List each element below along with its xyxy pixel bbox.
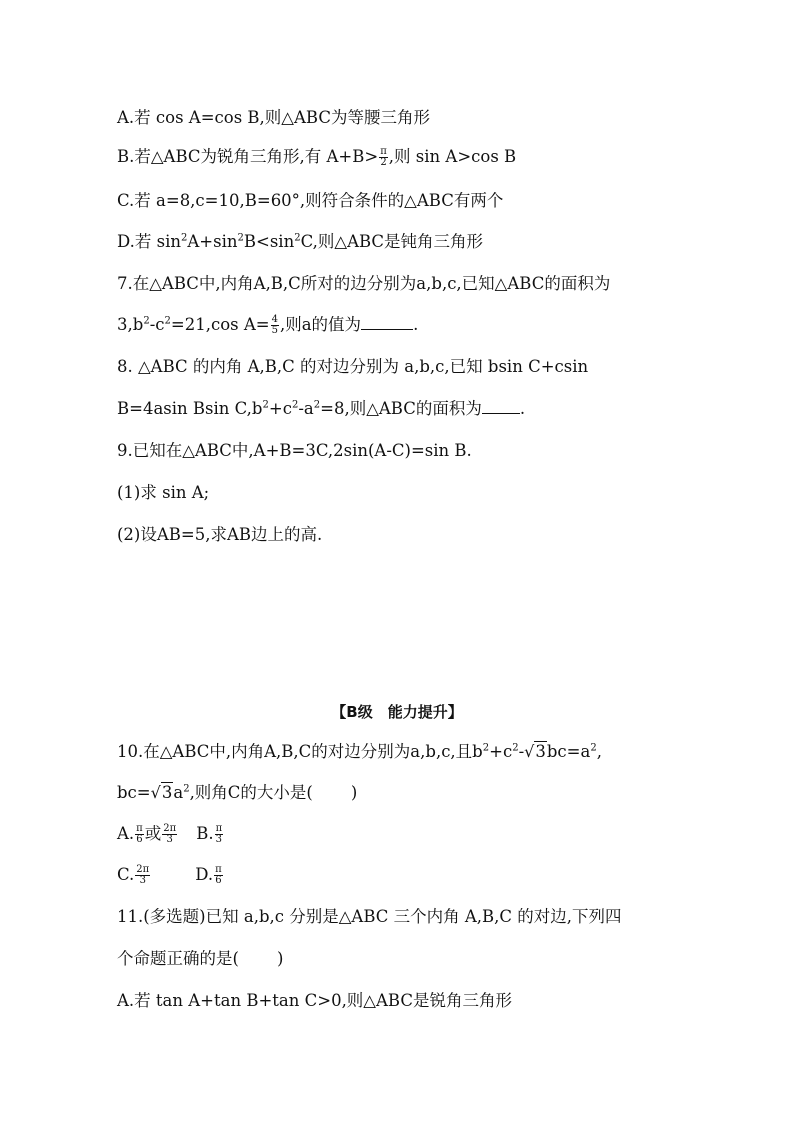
q9-line-1 — [117, 439, 472, 463]
four-fifths-fraction — [271, 315, 279, 336]
pi-over-3-fraction — [215, 824, 224, 845]
q8-text-d: =8,则△ABC的面积为 — [320, 399, 482, 418]
fraction-denominator: 6 — [136, 834, 143, 845]
q8-period: . — [519, 399, 526, 418]
radicand: 3 — [161, 783, 173, 802]
fraction-numerator: π — [380, 146, 387, 157]
q10-text-a: 10.在△ABC中,内角A,B,C的对边分别为a,b,c,且b — [117, 742, 483, 761]
q7-text-c: =21,cos A= — [170, 315, 270, 334]
superscript: 2 — [164, 315, 171, 327]
q6-option-d-text-3: B<sin — [243, 232, 295, 251]
q9-part-2-text: (2)设AB=5,求AB边上的高. — [117, 525, 323, 544]
sqrt-3 — [524, 740, 547, 764]
q10-line-1 — [117, 740, 602, 764]
superscript: 2 — [294, 232, 301, 244]
q6-option-b — [117, 145, 516, 169]
q7-text-d: ,则a的值为 — [279, 315, 362, 334]
q8-line-2 — [117, 397, 525, 421]
answer-blank[interactable] — [361, 313, 413, 330]
q10-text-c: - — [518, 742, 525, 761]
answer-blank[interactable] — [482, 397, 520, 414]
fraction-denominator: 3 — [166, 834, 173, 845]
q10-options-ab — [117, 822, 224, 846]
pi-over-2-fraction — [379, 147, 388, 168]
q10-text-d: bc=a — [546, 742, 591, 761]
radical-icon: √ — [150, 783, 161, 802]
fraction-numerator: 2π — [163, 823, 177, 834]
fraction-numerator: π — [136, 823, 143, 834]
q11-line-1 — [117, 905, 622, 929]
q11-text-a: 个命题正确的是( — [117, 949, 239, 968]
fraction-denominator: 6 — [215, 875, 222, 886]
q10-text-e: , — [596, 742, 602, 761]
q10-options-cd — [117, 863, 224, 887]
q8-text-c: -a — [298, 399, 314, 418]
superscript: 2 — [183, 783, 190, 795]
superscript: 2 — [590, 742, 597, 754]
q6-option-d-text-2: A+sin — [187, 232, 238, 251]
q10-text-f: bc= — [117, 783, 151, 802]
fraction-denominator: 3 — [139, 875, 146, 886]
q8-text-a: B=4asin Bsin C,b — [117, 399, 263, 418]
fraction-numerator: π — [215, 823, 223, 834]
q6-option-a-text: A.若 cos A=cos B,则△ABC为等腰三角形 — [117, 108, 430, 127]
q9-part-1 — [117, 481, 209, 505]
radical-icon: √ — [524, 742, 535, 761]
fraction-numerator: 2π — [136, 864, 150, 875]
two-pi-over-3-fraction — [135, 865, 150, 886]
q6-option-b-text-pre: B.若△ABC为锐角三角形,有 A+B> — [117, 147, 379, 166]
q10-option-b-label: B. — [196, 824, 214, 843]
q7-line-2 — [117, 313, 418, 337]
q10-option-c-label: C. — [117, 865, 135, 884]
two-pi-over-3-fraction — [162, 824, 177, 845]
q11-text: 11.(多选题)已知 a,b,c 分别是△ABC 三个内角 A,B,C 的对边,下列四 — [117, 907, 622, 926]
fraction-denominator: 5 — [271, 325, 278, 336]
q11-line-2 — [117, 947, 283, 971]
superscript: 2 — [512, 742, 519, 754]
q10-option-a-label: A. — [117, 824, 135, 843]
q10-text-g: a — [173, 783, 184, 802]
sqrt-3 — [151, 781, 174, 805]
q7-text: 7.在△ABC中,内角A,B,C所对的边分别为a,b,c,已知△ABC的面积为 — [117, 274, 611, 293]
superscript: 2 — [143, 315, 150, 327]
q6-option-c-text: C.若 a=8,c=10,B=60°,则符合条件的△ABC有两个 — [117, 191, 504, 210]
q10-line-2 — [117, 781, 357, 805]
pi-over-6-fraction — [135, 824, 144, 845]
fraction-denominator: 2 — [380, 157, 387, 168]
superscript: 2 — [262, 399, 269, 411]
q10-text-i: ) — [350, 783, 358, 802]
q9-part-1-text: (1)求 sin A; — [117, 483, 210, 502]
q6-option-c — [117, 189, 503, 213]
q7-period: . — [413, 315, 419, 334]
q8-line-1 — [117, 355, 588, 379]
fraction-numerator: 4 — [271, 314, 278, 325]
fraction-denominator: 3 — [215, 834, 223, 845]
q6-option-d-text-4: C,则△ABC是钝角三角形 — [300, 232, 484, 251]
q6-option-b-text-post: ,则 sin A>cos B — [388, 147, 517, 166]
superscript: 2 — [181, 232, 188, 244]
fraction-numerator: π — [215, 864, 222, 875]
superscript: 2 — [482, 742, 490, 754]
q7-text-b: -c — [149, 315, 165, 334]
q11-option-a-text: A.若 tan A+tan B+tan C>0,则△ABC是锐角三角形 — [117, 991, 512, 1010]
q8-text: 8. △ABC 的内角 A,B,C 的对边分别为 a,b,c,已知 bsin C+csin — [117, 357, 589, 376]
q10-text-h: ,则角C的大小是( — [189, 783, 313, 802]
q9-part-2 — [117, 523, 322, 547]
section-heading: 【B级 能力提升】 — [331, 703, 463, 721]
q6-option-d-text-1: D.若 sin — [117, 232, 182, 251]
q8-text-b: +c — [268, 399, 292, 418]
q6-option-d — [117, 230, 483, 254]
q11-option-a — [117, 989, 512, 1013]
q6-option-a — [117, 106, 430, 130]
q10-option-a-or: 或 — [144, 824, 162, 843]
superscript: 2 — [313, 399, 321, 411]
radicand: 3 — [535, 742, 546, 761]
q10-option-d-label: D. — [195, 865, 214, 884]
q7-text-a: 3,b — [117, 315, 144, 334]
q9-text: 9.已知在△ABC中,A+B=3C,2sin(A-C)=sin B. — [117, 441, 472, 460]
pi-over-6-fraction — [214, 865, 223, 886]
superscript: 2 — [291, 399, 299, 411]
superscript: 2 — [237, 232, 244, 244]
q11-text-b: ) — [276, 949, 284, 968]
q7-line-1 — [117, 272, 610, 296]
q10-text-b: +c — [489, 742, 513, 761]
